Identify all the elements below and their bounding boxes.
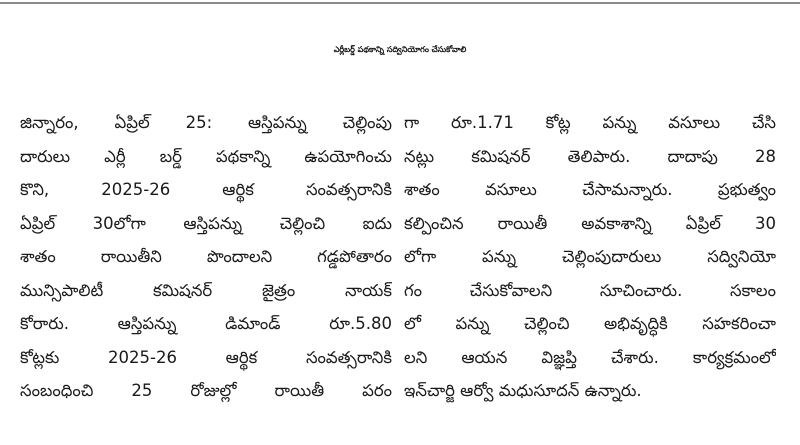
- article-column-left: [20, 106, 392, 408]
- article-line: ఇన్‌చార్జి ఆర్వో మధుసూదన్ ఉన్నారు.: [404, 381, 642, 400]
- article-column-right: [404, 106, 776, 408]
- article-line: కొని, 2025-26 ఆర్థిక సంవత్సరానికి: [20, 180, 392, 199]
- article-line: లోగా పన్ను చెల్లింపుదారులు సద్వినియో: [404, 247, 776, 266]
- top-divider: [0, 2, 800, 4]
- article-line: దారులు ఎర్లీ బర్డ్ పథకాన్ని ఉపయోగించు: [20, 146, 392, 166]
- article-line: కల్పించిన రాయితీ అవకాశాన్ని ఏప్రిల్ 30: [404, 213, 776, 233]
- article-line: శాతం రాయితీని పొందాలని గడ్డపోతారం: [20, 247, 392, 266]
- article-line: శాతం వసూలు చేసామన్నారు. ప్రభుత్వం: [404, 180, 776, 199]
- article-line: మున్సిపాలిటీ కమిషనర్ జైత్రం నాయక్: [20, 280, 392, 300]
- article-line: లో పన్ను చెల్లించి అభివృద్ధికి సహకరించా: [404, 314, 776, 333]
- article-line: లని ఆయన విజ్ఞప్తి చేశారు. కార్యక్రమంలో: [404, 347, 776, 367]
- article-line: గా రూ.1.71 కోట్ల పన్ను వసూలు చేసి: [404, 113, 776, 132]
- article-line: ఏప్రిల్ 30లోగా ఆస్తిపన్ను చెల్లించి ఐదు: [20, 213, 392, 233]
- article-line: జిన్నారం, ఏప్రిల్ 25: ఆస్తిపన్ను చెల్లింపు: [20, 113, 392, 132]
- article-line: కోరారు. ఆస్తిపన్ను డిమాండ్ రూ.5.80: [20, 314, 392, 333]
- article-line: సంబంధించి 25 రోజుల్లో రాయితీ పరం: [20, 381, 392, 400]
- article-line: నట్లు కమిషనర్ తెలిపారు. దాదాపు 28: [404, 146, 776, 166]
- headline: ఎర్లీబర్డ్ పథకాన్ని సద్వినియోగం చేసుకోవాలి: [333, 45, 467, 55]
- article-line: కోట్లకు 2025-26 ఆర్థిక సంవత్సరానికి: [20, 347, 392, 367]
- article-line: గం చేసుకోవాలని సూచించారు. సకాలం: [404, 280, 776, 300]
